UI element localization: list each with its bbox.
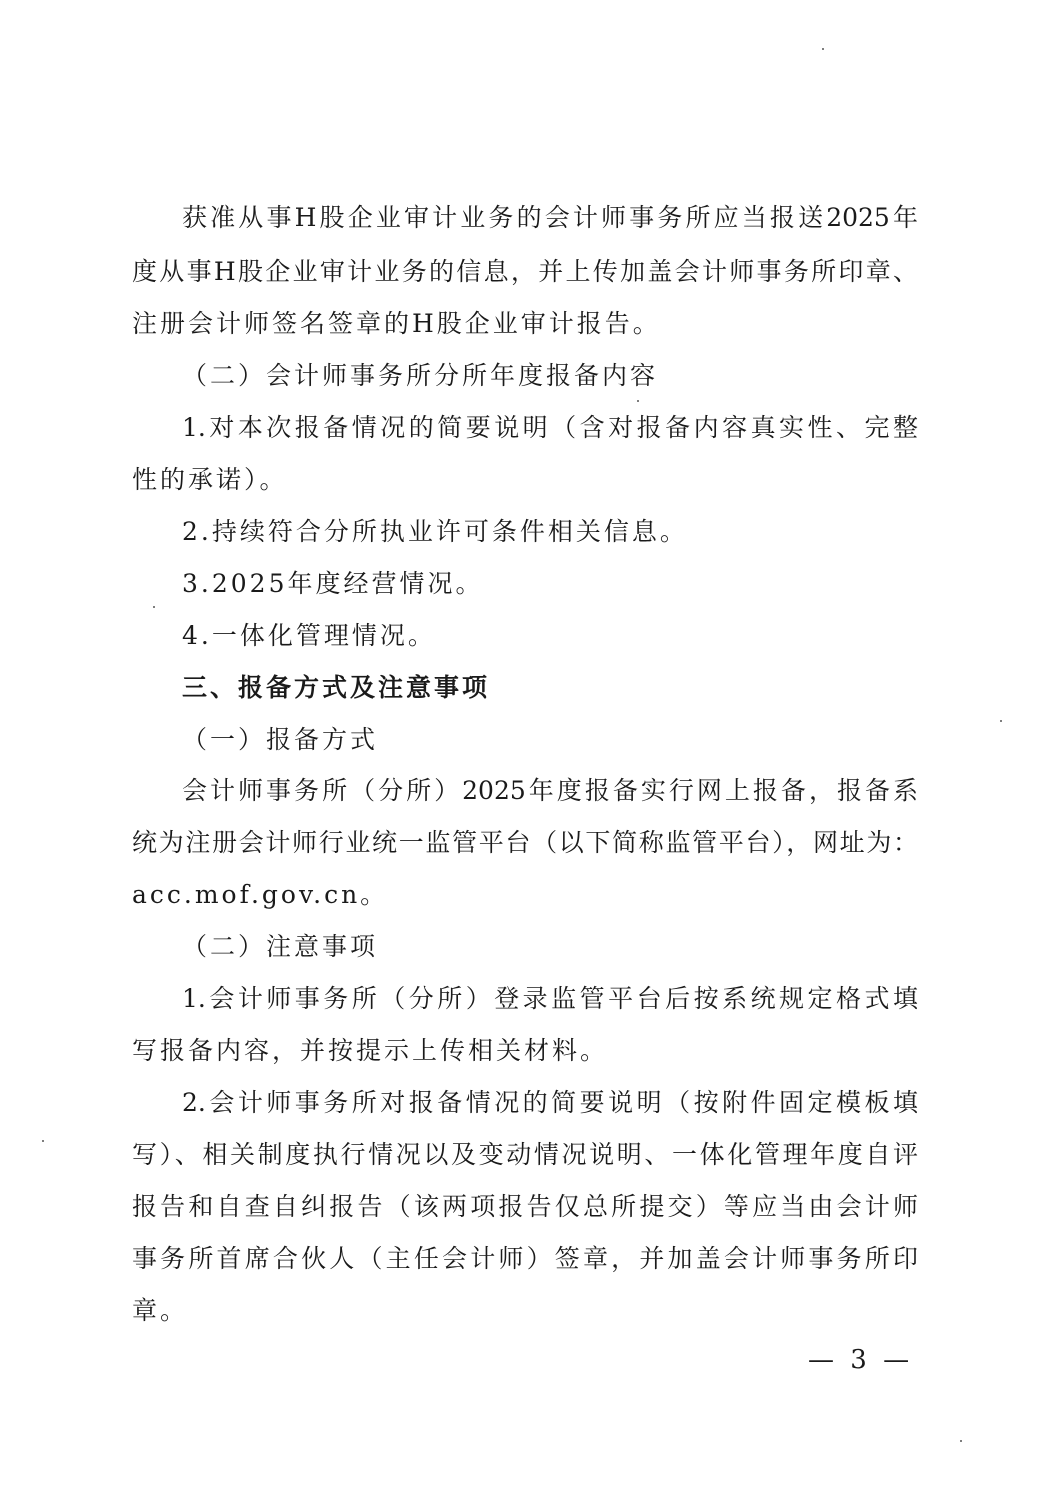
item-3: 3.2025年度经营情况。 [182,569,484,598]
item-1-line-1: 1.对本次报备情况的简要说明（含对报备内容真实性、完整 [182,413,918,442]
note-2-line-4: 事务所首席合伙人（主任会计师）签章，并加盖会计师事务所印 [132,1244,918,1273]
method-paragraph-line-2: 统为注册会计师行业统一监管平台（以下简称监管平台），网址为： [132,828,918,857]
scan-speck [153,606,155,608]
paragraph-1-line-1: 获准从事H股企业审计业务的会计师事务所应当报送2025年 [182,203,918,232]
scan-speck [1000,720,1002,722]
note-2-line-3: 报告和自查自纠报告（该两项报告仅总所提交）等应当由会计师 [132,1192,918,1221]
paragraph-1-line-2: 度从事H股企业审计业务的信息，并上传加盖会计师事务所印章、 [132,257,918,286]
subsection-2-heading: （二）注意事项 [182,932,379,961]
scan-speck [960,1440,962,1442]
note-2-line-2: 写）、相关制度执行情况以及变动情况说明、一体化管理年度自评 [132,1140,918,1169]
scan-speck [42,1140,44,1142]
method-paragraph-line-3: acc.mof.gov.cn。 [132,880,389,909]
note-1-line-1: 1.会计师事务所（分所）登录监管平台后按系统规定格式填 [182,984,918,1013]
method-paragraph-line-1: 会计师事务所（分所）2025年度报备实行网上报备，报备系 [182,776,918,805]
scan-speck [637,400,639,402]
note-2-line-5: 章。 [132,1296,189,1325]
item-2: 2.持续符合分所执业许可条件相关信息。 [182,517,688,546]
note-1-line-2: 写报备内容，并按提示上传相关材料。 [132,1036,609,1065]
paragraph-1-line-3: 注册会计师签名签章的H股企业审计报告。 [132,309,661,338]
scan-speck [822,48,824,50]
note-2-line-1: 2.会计师事务所对报备情况的简要说明（按附件固定模板填 [182,1088,918,1117]
chapter-3-heading: 三、报备方式及注意事项 [182,673,491,702]
item-1-line-2: 性的承诺）。 [132,465,288,494]
section-2-heading: （二）会计师事务所分所年度报备内容 [182,361,659,390]
page-number: — 3 — [808,1345,914,1375]
subsection-1-heading: （一）报备方式 [182,725,379,754]
item-4: 4.一体化管理情况。 [182,621,436,650]
